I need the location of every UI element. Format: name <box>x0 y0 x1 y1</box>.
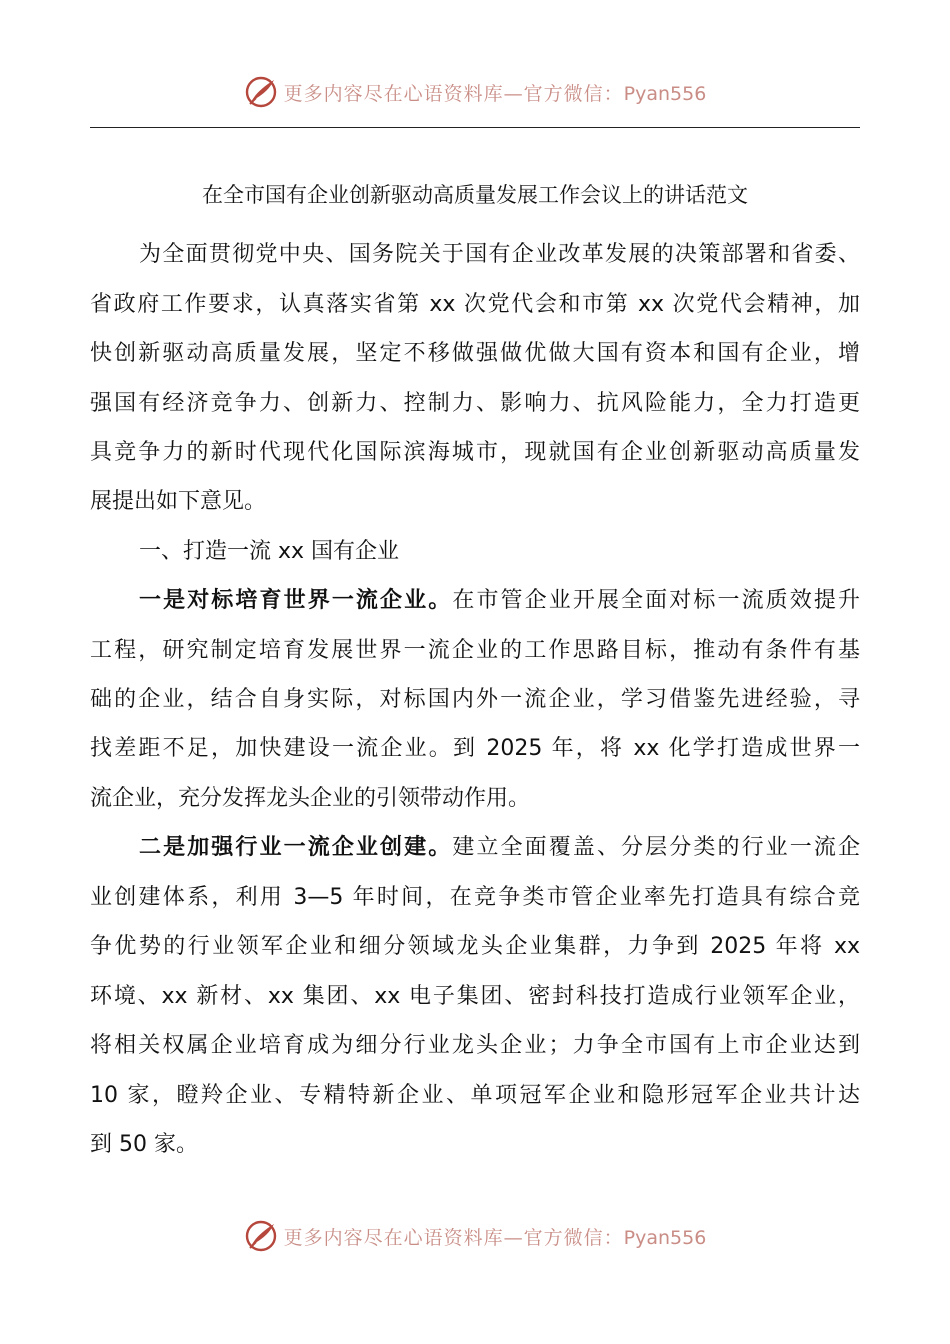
document-title: 在全市国有企业创新驱动高质量发展工作会议上的讲话范文 <box>202 183 748 207</box>
header-divider <box>90 127 860 128</box>
intro-line-2: 省政府工作要求，认真落实省第 xx 次党代会和市第 xx 次党代会精神，加 <box>90 292 860 317</box>
item1-line: 础的企业，结合自身实际，对标国内外一流企业，学习借鉴先进经验，寻 <box>90 687 860 712</box>
quill-logo-icon <box>244 75 278 109</box>
item2-first-rest: 建立全面覆盖、分层分类的行业一流企 <box>452 835 860 860</box>
item1-line: 找差距不足，加快建设一流企业。到 2025 年，将 xx 化学打造成世界一 <box>90 736 860 761</box>
intro-line-6: 展提出如下意见。 <box>90 489 267 514</box>
item1-first-line <box>139 581 860 621</box>
quill-logo-icon <box>244 1219 278 1253</box>
item2-line: 将相关权属企业培育成为细分行业龙头企业；力争全市国有上市企业达到 <box>90 1033 860 1058</box>
item2-line: 业创建体系，利用 3—5 年时间，在竞争类市管企业率先打造具有综合竞 <box>90 885 860 910</box>
watermark-text: 更多内容尽在心语资料库—官方微信：Pyan556 <box>283 1226 707 1249</box>
item1-line: 工程，研究制定培育发展世界一流企业的工作思路目标，推动有条件有基 <box>90 638 860 663</box>
header-watermark <box>0 72 950 112</box>
footer-watermark <box>0 1216 950 1256</box>
item2-first-line <box>139 828 860 868</box>
item2-line: 到 50 家。 <box>90 1132 198 1157</box>
item1-line: 流企业，充分发挥龙头企业的引领带动作用。 <box>90 786 531 811</box>
intro-line-5: 具竞争力的新时代现代化国际滨海城市，现就国有企业创新驱动高质量发 <box>90 440 860 465</box>
item1-lead: 一是对标培育世界一流企业。 <box>139 588 453 613</box>
intro-line-3: 快创新驱动高质量发展，坚定不移做强做优做大国有资本和国有企业，增 <box>90 341 860 366</box>
item2-line: 争优势的行业领军企业和细分领域龙头企业集群，力争到 2025 年将 xx <box>90 934 860 959</box>
intro-line-1: 为全面贯彻党中央、国务院关于国有企业改革发展的决策部署和省委、 <box>139 242 860 267</box>
item2-line: 10 家，瞪羚企业、专精特新企业、单项冠军企业和隐形冠军企业共计达 <box>90 1083 860 1108</box>
section-heading: 一、打造一流 xx 国有企业 <box>139 539 400 564</box>
item1-first-rest: 在市管企业开展全面对标一流质效提升 <box>452 588 860 613</box>
item2-lead: 二是加强行业一流企业创建。 <box>139 835 453 860</box>
item2-line: 环境、xx 新材、xx 集团、xx 电子集团、密封科技打造成行业领军企业， <box>90 984 860 1009</box>
intro-line-4: 强国有经济竞争力、创新力、控制力、影响力、抗风险能力，全力打造更 <box>90 391 860 416</box>
watermark-text: 更多内容尽在心语资料库—官方微信：Pyan556 <box>283 82 707 105</box>
